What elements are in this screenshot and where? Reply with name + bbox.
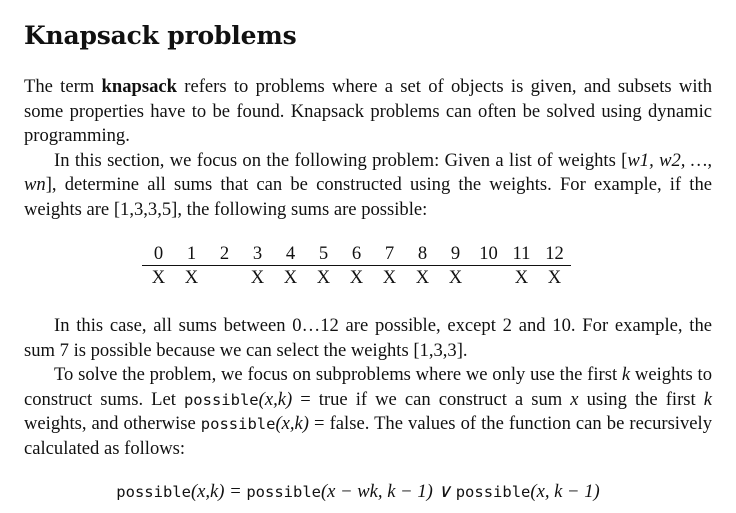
sum-mark: [208, 266, 241, 291]
problem-text-1: In this section, we focus on the following problem: Given a list of weights [: [54, 149, 628, 171]
function-possible: possible: [200, 415, 276, 433]
intro-text-before: The term: [24, 76, 102, 97]
subproblem-text-4: using the first: [578, 388, 704, 410]
sum-value: 5: [307, 242, 340, 266]
sum-mark: X: [250, 267, 265, 288]
sum-mark: X: [283, 267, 298, 288]
sum-mark: X: [415, 267, 430, 288]
sum-value: 8: [406, 242, 439, 266]
subproblem-text-1: To solve the problem, we focus on subproblems where we only use the first: [54, 364, 622, 385]
sum-value: 3: [241, 242, 274, 266]
term-knapsack: knapsack: [101, 76, 177, 97]
var-k: k: [703, 388, 712, 410]
sum-mark: X: [448, 267, 463, 288]
function-args: (x,k): [275, 413, 309, 434]
formula-middle: (x − wk, k − 1) ∨: [320, 481, 456, 502]
sum-value: 10: [472, 242, 505, 266]
sum-mark: X: [514, 267, 529, 288]
sum-value: 7: [373, 242, 406, 266]
sum-value: 4: [274, 242, 307, 266]
sum-value: 0: [142, 242, 175, 266]
formula-lhs: (x,k) =: [190, 481, 247, 502]
sum-mark: X: [547, 267, 562, 288]
sum-header-row: [142, 242, 571, 266]
intro-text-after: refers to problems where a set of objects is given, and subsets with some properties have to be found. Knapsack problems can often be solved using dynamic programming.: [24, 76, 712, 146]
formula-function: possible: [246, 483, 321, 501]
paragraph-problem: [24, 149, 712, 223]
var-k: k: [621, 364, 631, 385]
subproblem-text-6: = false. The values of the function can be recursively calculated as follows:: [24, 413, 712, 459]
sum-mark: X: [316, 267, 331, 288]
function-args: (x,k): [258, 388, 293, 410]
weights-list: w1, w2, …, wn: [24, 149, 712, 195]
page: [24, 14, 712, 503]
subproblem-text-2: weights to construct sums. Let: [24, 364, 712, 410]
sum-value: 12: [538, 242, 571, 266]
sum-value: 11: [505, 242, 538, 266]
var-x: x: [570, 388, 579, 410]
sum-mark: [472, 266, 505, 291]
formula-rhs: (x, k − 1): [530, 481, 600, 502]
paragraph-subproblems: [24, 363, 712, 461]
subproblem-text-3: = true if we can construct a sum: [292, 388, 571, 410]
subproblem-text-5: weights, and otherwise: [24, 413, 201, 434]
sum-value: 9: [439, 242, 472, 266]
sum-mark: X: [151, 267, 166, 288]
section-title: Knapsack problems: [24, 21, 297, 50]
function-possible: possible: [183, 390, 259, 409]
paragraph-example: In this case, all sums between 0…12 are possible, except 2 and 10. For example, the sum 7 is possible because we can select the weights [1,3,3].: [24, 315, 712, 361]
sum-value: 2: [208, 242, 241, 266]
sum-mark: X: [349, 267, 364, 288]
formula-function: possible: [455, 483, 531, 501]
sum-mark: X: [184, 267, 199, 288]
sum-mark-row: [142, 266, 571, 291]
sum-value: 1: [175, 242, 208, 266]
sum-mark: X: [382, 267, 397, 288]
problem-text-2: ], determine all sums that can be constructed using the weights. For example, if the weights are [1,3,3,5], the following sums are possible:: [24, 174, 712, 220]
sum-value: 6: [340, 242, 373, 266]
possible-sums-table: [142, 242, 571, 290]
recurrence-formula: [24, 481, 712, 503]
formula-function: possible: [116, 483, 191, 501]
paragraph-intro: [24, 75, 712, 149]
